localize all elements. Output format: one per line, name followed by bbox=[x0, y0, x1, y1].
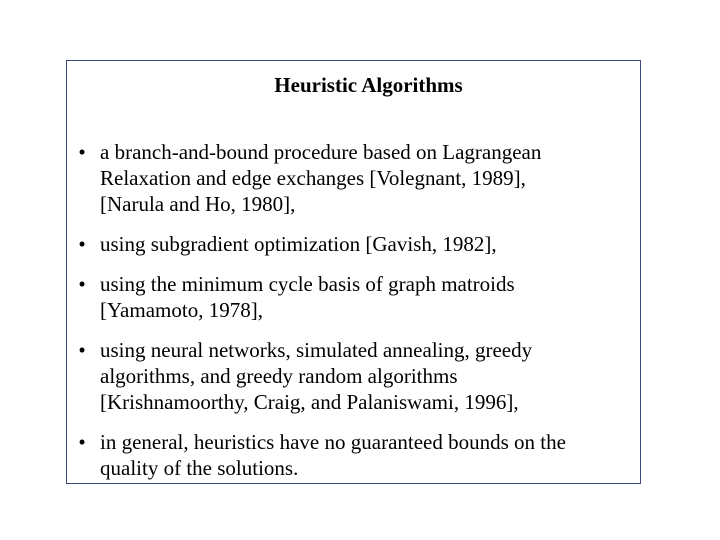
bullet-text-line: [Narula and Ho, 1980], bbox=[100, 192, 296, 216]
bullet-text-line: using neural networks, simulated annealing, greedy bbox=[100, 338, 533, 362]
bullet-icon: • bbox=[78, 232, 86, 256]
slide-title: Heuristic Algorithms bbox=[274, 73, 463, 97]
bullet-item bbox=[67, 271, 640, 323]
bullet-text-line: [Yamamoto, 1978], bbox=[100, 298, 263, 322]
bullet-item bbox=[67, 139, 640, 217]
bullet-icon: • bbox=[78, 338, 86, 362]
bullet-item bbox=[67, 429, 640, 481]
bullet-text-line: using the minimum cycle basis of graph matroids bbox=[100, 272, 515, 296]
bullet-icon: • bbox=[78, 272, 86, 296]
bullet-text-line: using subgradient optimization [Gavish, 1982], bbox=[100, 232, 497, 256]
bullet-icon: • bbox=[78, 140, 86, 164]
bullet-text-line: a branch-and-bound procedure based on Lagrangean bbox=[100, 140, 542, 164]
bullet-text-line: algorithms, and greedy random algorithms bbox=[100, 364, 458, 388]
bullet-list bbox=[67, 139, 640, 495]
bullet-item bbox=[67, 337, 640, 415]
bullet-text-line: [Krishnamoorthy, Craig, and Palaniswami, 1996], bbox=[100, 390, 519, 414]
bullet-icon: • bbox=[78, 430, 86, 454]
content-frame bbox=[66, 60, 641, 484]
bullet-text-line: Relaxation and edge exchanges [Volegnant, 1989], bbox=[100, 166, 526, 190]
bullet-text-line: quality of the solutions. bbox=[100, 456, 299, 480]
bullet-item bbox=[67, 231, 640, 257]
bullet-text-line: in general, heuristics have no guaranteed bounds on the bbox=[100, 430, 566, 454]
